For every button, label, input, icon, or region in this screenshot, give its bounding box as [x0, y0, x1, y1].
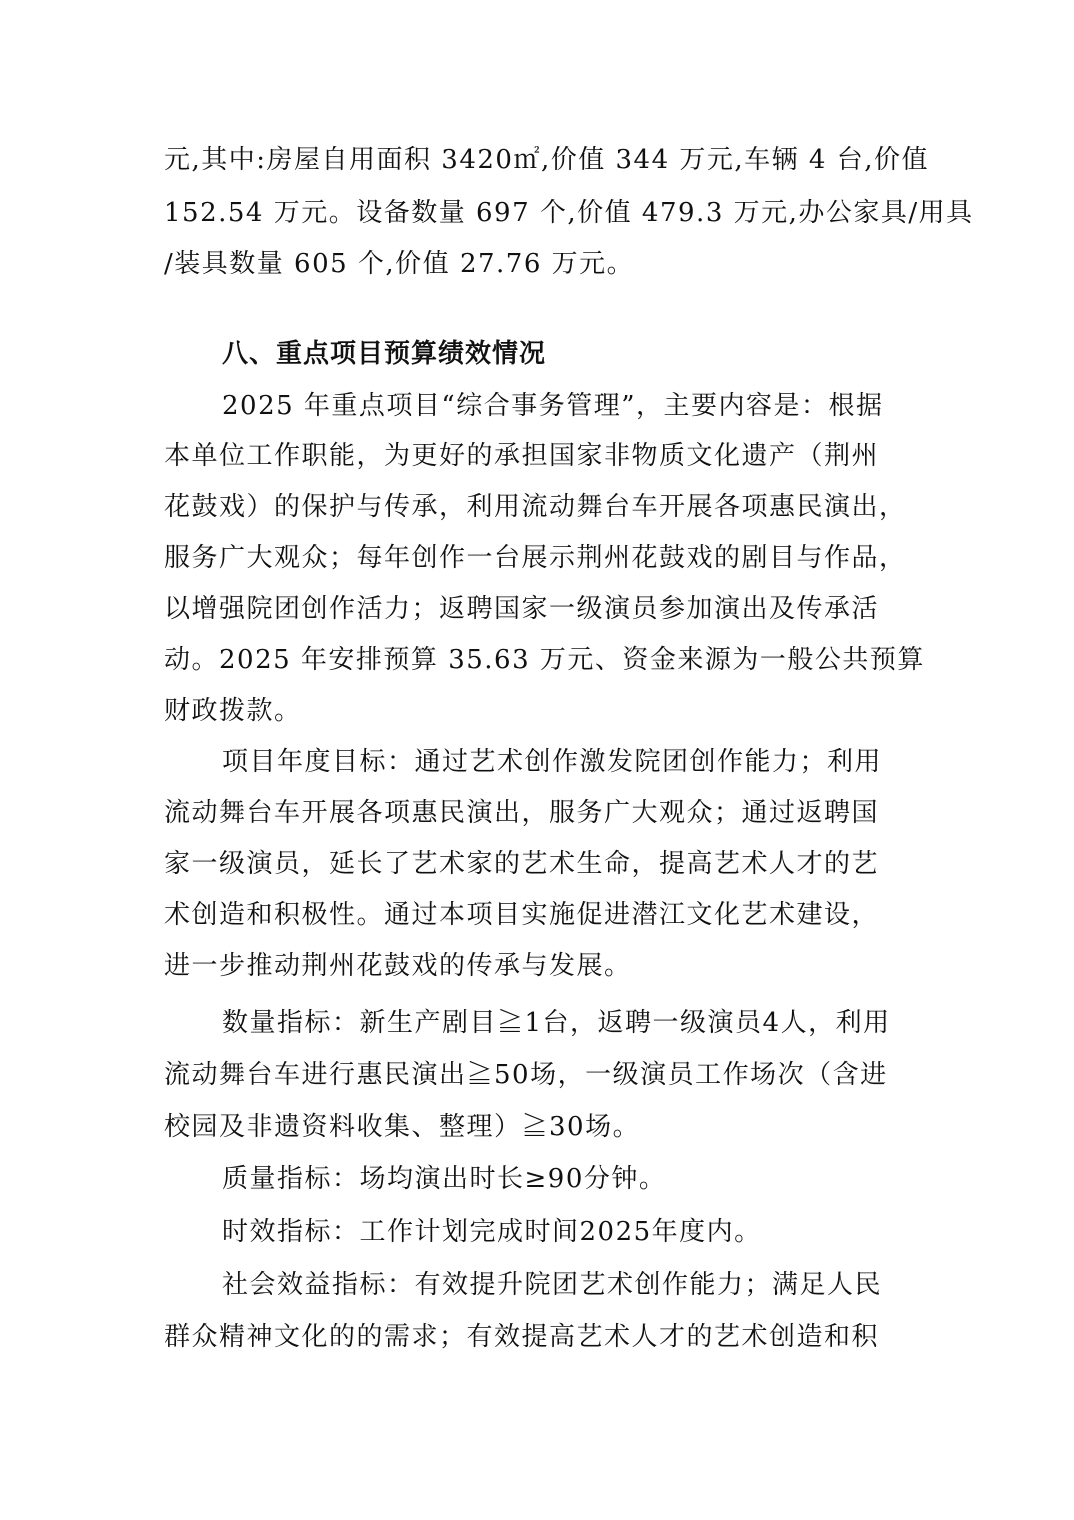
paragraph-line: 项目年度目标：通过艺术创作激发院团创作能力；利用 [222, 747, 883, 777]
paragraph-line: 数量指标：新生产剧目≧1台，返聘一级演员4人，利用 [222, 1008, 891, 1038]
paragraph-line: 以增强院团创作活力；返聘国家一级演员参加演出及传承活 [164, 594, 880, 624]
paragraph-line: 花鼓戏）的保护与传承，利用流动舞台车开展各项惠民演出， [164, 492, 907, 522]
intro-line-1: 元,其中:房屋自用面积 3420㎡,价值 344 万元,车辆 4 台,价值 [164, 145, 929, 175]
paragraph-line: 财政拨款。 [164, 696, 302, 726]
paragraph-line: 本单位工作职能，为更好的承担国家非物质文化遗产（荆州 [164, 441, 880, 471]
section-heading: 八、重点项目预算绩效情况 [222, 339, 547, 369]
paragraph-line: 流动舞台车进行惠民演出≧50场，一级演员工作场次（含进 [164, 1060, 888, 1090]
paragraph-line: 服务广大观众；每年创作一台展示荆州花鼓戏的剧目与作品， [164, 543, 907, 573]
paragraph-line: 质量指标：场均演出时长≥90分钟。 [222, 1164, 667, 1194]
paragraph-line: 社会效益指标：有效提升院团艺术创作能力；满足人民 [222, 1270, 883, 1300]
paragraph-line: 时效指标：工作计划完成时间2025年度内。 [222, 1217, 762, 1247]
intro-line-2: 152.54 万元。设备数量 697 个,价值 479.3 万元,办公家具/用具 [164, 198, 974, 228]
paragraph-line: 动。2025 年安排预算 35.63 万元、资金来源为一般公共预算 [164, 645, 925, 675]
paragraph-line: 家一级演员，延长了艺术家的艺术生命，提高艺术人才的艺 [164, 849, 880, 879]
paragraph-line: 群众精神文化的的需求；有效提高艺术人才的艺术创造和积 [164, 1322, 880, 1352]
paragraph-line: 进一步推动荆州花鼓戏的传承与发展。 [164, 951, 632, 981]
paragraph-line: 术创造和积极性。通过本项目实施促进潜江文化艺术建设， [164, 900, 880, 930]
paragraph-line: 2025 年重点项目“综合事务管理”，主要内容是：根据 [222, 391, 884, 421]
intro-line-3: /装具数量 605 个,价值 27.76 万元。 [164, 249, 635, 279]
paragraph-line: 校园及非遗资料收集、整理）≧30场。 [164, 1112, 641, 1142]
paragraph-line: 流动舞台车开展各项惠民演出，服务广大观众；通过返聘国 [164, 798, 880, 828]
